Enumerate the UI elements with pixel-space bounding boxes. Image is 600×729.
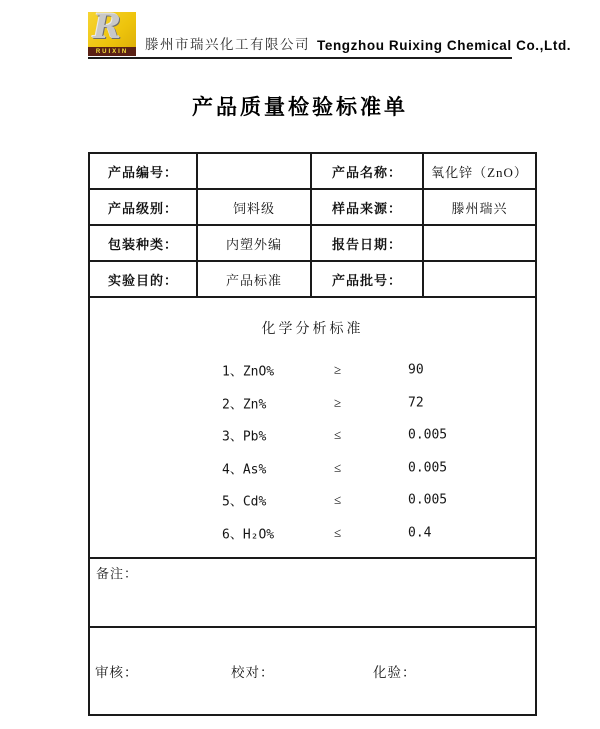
product-no-value [198, 154, 312, 190]
analysis-param: 5、Cd% [222, 494, 267, 510]
batch-no-label: 产品批号： [312, 262, 424, 298]
sample-source-value: 滕州瑞兴 [424, 190, 535, 226]
test-label: 化验： [373, 665, 417, 680]
analysis-row-h2o [90, 517, 535, 550]
company-name-english: Tengzhou Ruixing Chemical Co.,Ltd. [317, 38, 572, 53]
analysis-operator: ≤ [334, 427, 342, 443]
analysis-value: 0.005 [408, 492, 448, 508]
sample-source-label: 样品来源： [312, 190, 424, 226]
analysis-row-pb [90, 419, 535, 452]
test-purpose-value: 产品标准 [198, 262, 312, 298]
signoff-section [90, 628, 535, 714]
analysis-param: 4、As% [222, 462, 267, 478]
logo-brand-band [88, 47, 136, 56]
analysis-row-as [90, 452, 535, 485]
product-name-label: 产品名称： [312, 154, 424, 190]
product-name-value: 氧化锌（ZnO） [424, 154, 535, 190]
remarks-section [90, 559, 535, 628]
company-header [88, 7, 572, 59]
analysis-value: 90 [408, 362, 424, 378]
test-purpose-label: 实验目的： [90, 262, 198, 298]
analysis-operator: ≥ [334, 362, 342, 378]
analysis-value: 72 [408, 395, 424, 411]
analysis-row-zno [90, 354, 535, 387]
analysis-row-zn [90, 387, 535, 420]
analysis-value: 0.4 [408, 525, 432, 541]
packing-type-label: 包装种类： [90, 226, 198, 262]
analysis-param: 6、H₂O% [222, 527, 275, 543]
product-grade-label: 产品级别： [90, 190, 198, 226]
report-date-label: 报告日期： [312, 226, 424, 262]
analysis-row-cd [90, 484, 535, 517]
analysis-operator: ≤ [334, 459, 342, 475]
analysis-param: 2、Zn% [222, 397, 267, 413]
batch-no-value [424, 262, 535, 298]
packing-type-value: 内塑外编 [198, 226, 312, 262]
analysis-operator: ≥ [334, 394, 342, 410]
analysis-value: 0.005 [408, 427, 448, 443]
logo-r-letter: R [93, 7, 122, 47]
analysis-operator: ≤ [334, 492, 342, 508]
company-logo [88, 7, 136, 56]
analysis-param: 3、Pb% [222, 429, 267, 445]
review-label: 审核： [95, 665, 139, 680]
product-no-label: 产品编号： [90, 154, 198, 190]
analysis-param: 1、ZnO% [222, 364, 275, 380]
analysis-value: 0.005 [408, 460, 448, 476]
product-grade-value: 饲料级 [198, 190, 312, 226]
remarks-label: 备注： [96, 566, 139, 581]
chemical-analysis-list [90, 354, 535, 549]
logo-brand-text: RUIXIN [95, 48, 129, 55]
proofread-label: 校对： [231, 665, 275, 680]
company-name-chinese: 滕州市瑞兴化工有限公司 [145, 37, 310, 52]
inspection-form-table [88, 152, 537, 716]
page-title: 产品质量检验标准单 [192, 96, 408, 119]
chemical-analysis-heading: 化学分析标准 [261, 322, 364, 337]
report-date-value [424, 226, 535, 262]
analysis-operator: ≤ [334, 524, 342, 540]
chemical-analysis-section [90, 298, 535, 559]
